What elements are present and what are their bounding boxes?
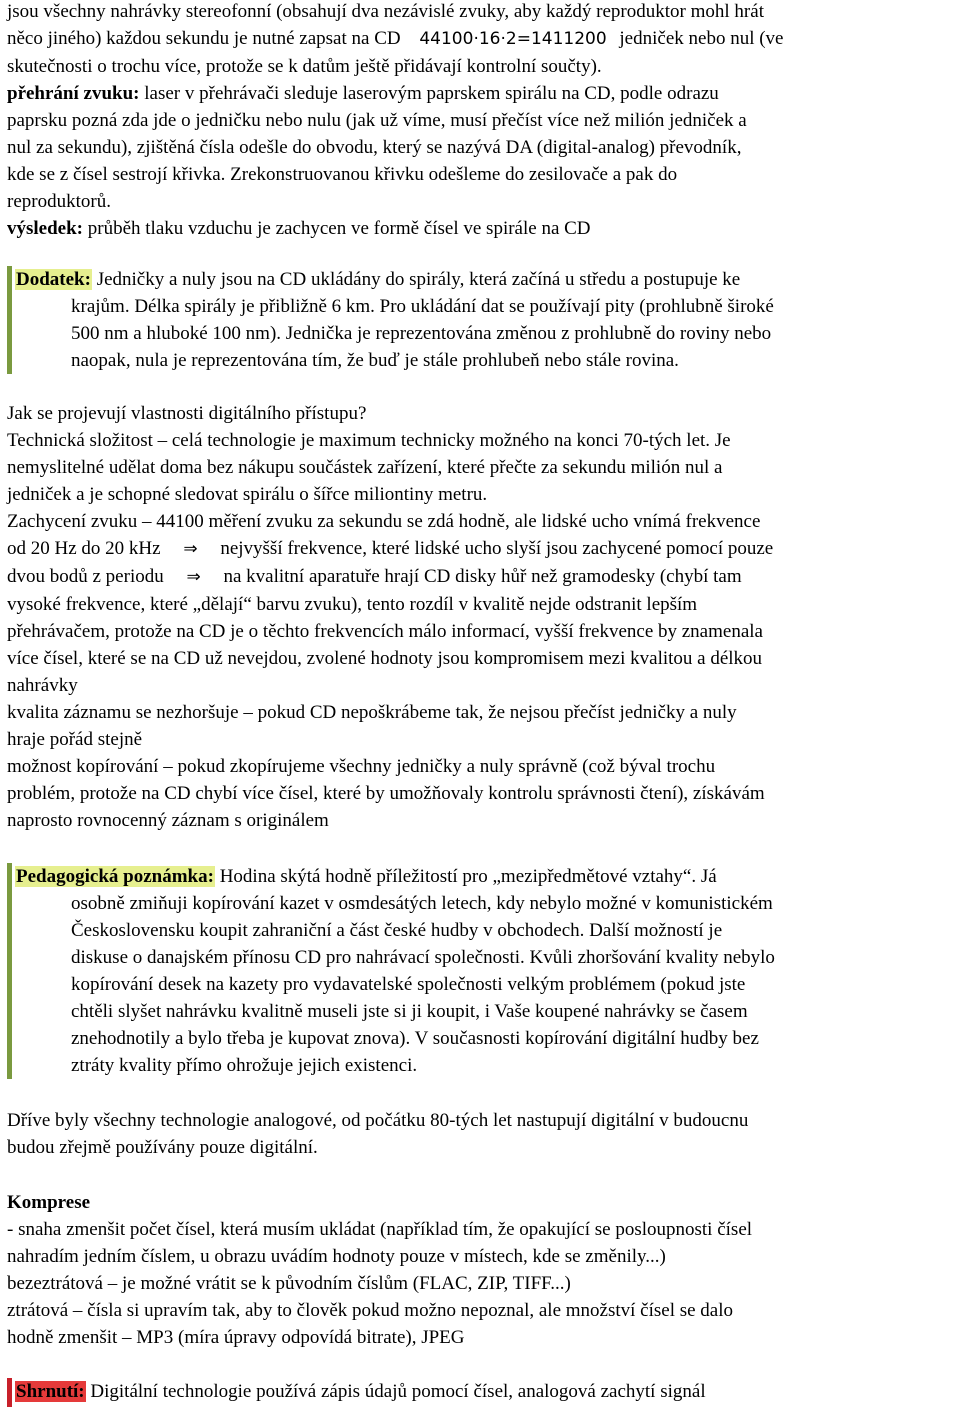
- pedagogical-line: znehodnotily a bylo třeba je kupovat znova). V současnosti kopírování digitální hudby bez: [71, 1028, 759, 1049]
- result-text: průběh tlaku vzduchu je zachycen ve formě čísel ve spirále na CD: [87, 218, 591, 239]
- red-bar: [7, 1378, 12, 1407]
- summary-box: [7, 1378, 953, 1407]
- pedagogical-text: Hodina skýtá hodně příležitostí pro „mezipředmětové vztahy“. Já: [219, 866, 717, 887]
- pedagogical-line: Československu koupit zahraniční a část české hudby v obchodech. Další možností je: [71, 920, 723, 941]
- pedagogical-box: [7, 863, 953, 1079]
- dodatek-line: naopak, nula je reprezentována tím, že buď je stále prohlubeň nebo stále rovina.: [71, 350, 679, 371]
- pedagogical-line: kopírování desek na kazety pro vydavatelské společnosti velkým problémem (pokud jste: [71, 974, 746, 995]
- digital-line: jedniček a je schopné sledovat spirálu o šířce miliontiny metru.: [7, 484, 488, 505]
- compression-line: hodně zmenšit – MP3 (míra úpravy odpovídá bitrate), JPEG: [7, 1327, 465, 1348]
- intro-line: skutečnosti o trochu více, protože se k datům ještě přidávají kontrolní součty).: [7, 56, 602, 77]
- dodatek-line: krajům. Délka spirály je přibližně 6 km. Pro ukládání dat se používají pity (prohlubně široké: [71, 296, 774, 317]
- digital-line: Technická složitost – celá technologie je maximum technicky možného na konci 70-tých let. Je: [7, 430, 731, 451]
- digital-question: Jak se projevují vlastnosti digitálního přístupu?: [7, 403, 367, 424]
- digital-line: Zachycení zvuku – 44100 měření zvuku za sekundu se zdá hodně, ale lidské ucho vnímá frekvence: [7, 511, 761, 532]
- history-section: [7, 1107, 955, 1161]
- intro-line-part: něco jiného) každou sekundu je nutné zapsat na CD: [7, 28, 401, 49]
- pedagogical-label: Pedagogická poznámka:: [16, 866, 214, 887]
- digital-line-part: dvou bodů z periodu: [7, 566, 164, 587]
- compression-line: nahradím jedním číslem, u obrazu uvádím hodnoty pouze v místech, kde se změnily...): [7, 1246, 666, 1267]
- digital-line: nahrávky: [7, 675, 78, 696]
- result-paragraph: [7, 215, 955, 242]
- digital-line: kvalita záznamu se nezhoršuje – pokud CD nepoškrábeme tak, že nejsou přečíst jedničky a nuly: [7, 702, 737, 723]
- playback-text: nul za sekundu), zjištěná čísla odešle do obvodu, který se nazývá DA (digital-analog) převodník,: [7, 137, 742, 158]
- digital-line: naprosto rovnocenný záznam s originálem: [7, 810, 329, 831]
- digital-line: přehrávačem, protože na CD je o těchto frekvencích málo informací, vyšší frekvence by znamenala: [7, 621, 763, 642]
- compression-heading: Komprese: [7, 1192, 91, 1213]
- dodatek-line: 500 nm a hluboké 100 nm). Jednička je reprezentována změnou z prohlubně do roviny nebo: [71, 323, 772, 344]
- playback-paragraph: [7, 80, 955, 107]
- green-bar: [7, 266, 12, 374]
- digital-line: nemyslitelné udělat doma bez nákupu součástek zařízení, které přečte za sekundu milión nul a: [7, 457, 723, 478]
- digital-line: [7, 563, 955, 591]
- compression-section: [7, 1189, 955, 1351]
- digital-section: [7, 400, 955, 834]
- intro-line-part: jedniček nebo nul (ve: [619, 28, 784, 49]
- playback-text: paprsku pozná zda jde o jedničku nebo nulu (jak už víme, musí přečíst více než milión jedniček a: [7, 110, 747, 131]
- result-label: výsledek:: [7, 218, 83, 239]
- summary-line: [15, 1378, 953, 1405]
- digital-line: více čísel, které se na CD už nevejdou, zvolené hodnoty jsou kompromisem mezi kvalitou a délkou: [7, 648, 763, 669]
- intro-line: jsou všechny nahrávky stereofonní (obsahují dva nezávislé zvuky, aby každý reproduktor mohl hrát: [7, 1, 764, 22]
- compression-line: - snaha zmenšit počet čísel, která musím ukládat (například tím, že opakující se posloupnosti čísel: [7, 1219, 753, 1240]
- dodatek-line: [15, 266, 953, 293]
- green-bar: [7, 863, 12, 1079]
- intro-line: [7, 25, 955, 53]
- dodatek-text: Jedničky a nuly jsou na CD ukládány do spirály, která začíná u středu a postupuje ke: [96, 269, 741, 290]
- playback-text: kde se z čísel sestrojí křivka. Zrekonstruovanou křivku odešleme do zesilovače a pak do: [7, 164, 678, 185]
- digital-line: vysoké frekvence, které „dělají“ barvu zvuku), tento rozdíl v kvalitě nejde odstranit lepším: [7, 594, 698, 615]
- summary-label: Shrnutí:: [16, 1381, 85, 1402]
- implies-arrow-icon: ⇒: [186, 567, 201, 587]
- digital-line-part: nejvyšší frekvence, které lidské ucho slyší jsou zachycené pomocí pouze: [220, 538, 774, 559]
- compression-line: bezeztrátová – je možné vrátit se k původním číslům (FLAC, ZIP, TIFF...): [7, 1273, 571, 1294]
- digital-line-part: od 20 Hz do 20 kHz: [7, 538, 161, 559]
- summary-text: Digitální technologie používá zápis údajů pomocí čísel, analogová zachytí signál: [90, 1381, 706, 1402]
- bitrate-formula: 44100·16·2=1411200: [419, 29, 607, 49]
- history-line: budou zřejmě používány pouze digitální.: [7, 1137, 318, 1158]
- playback-text: laser v přehrávači sleduje laserovým paprskem spirálu na CD, podle odrazu: [144, 83, 719, 104]
- dodatek-label: Dodatek:: [16, 269, 91, 290]
- pedagogical-line: osobně zmiňuji kopírování kazet v osmdesátých letech, kdy nebylo možné v komunistickém: [71, 893, 773, 914]
- playback-label: přehrání zvuku:: [7, 83, 140, 104]
- pedagogical-line: ztráty kvality přímo ohrožuje jejich existenci.: [71, 1055, 418, 1076]
- digital-line: [7, 535, 955, 563]
- compression-line: ztrátová – čísla si upravím tak, aby to člověk pokud možno nepoznal, ale množství čísel se dalo: [7, 1300, 734, 1321]
- dodatek-box: [7, 266, 953, 374]
- intro-section: [7, 0, 955, 242]
- history-line: Dříve byly všechny technologie analogové, od počátku 80-tých let nastupují digitální v budoucnu: [7, 1110, 749, 1131]
- playback-text: reproduktorů.: [7, 191, 111, 212]
- pedagogical-line: diskuse o danajském přínosu CD pro nahrávací společnosti. Kvůli zhoršování kvality nebylo: [71, 947, 775, 968]
- digital-line: hraje pořád stejně: [7, 729, 143, 750]
- pedagogical-line: chtěli slyšet nahrávku kvalitně museli jste si ji koupit, i Vaše koupené nahrávky se časem: [71, 1001, 748, 1022]
- pedagogical-line: [15, 863, 953, 890]
- digital-line: problém, protože na CD chybí více čísel, které by umožňovaly kontrolu správnosti čtení), získávám: [7, 783, 765, 804]
- digital-line: možnost kopírování – pokud zkopírujeme všechny jedničky a nuly správně (což býval trochu: [7, 756, 716, 777]
- digital-line-part: na kvalitní aparatuře hrají CD disky hůř než gramodesky (chybí tam: [223, 566, 742, 587]
- implies-arrow-icon: ⇒: [183, 539, 198, 559]
